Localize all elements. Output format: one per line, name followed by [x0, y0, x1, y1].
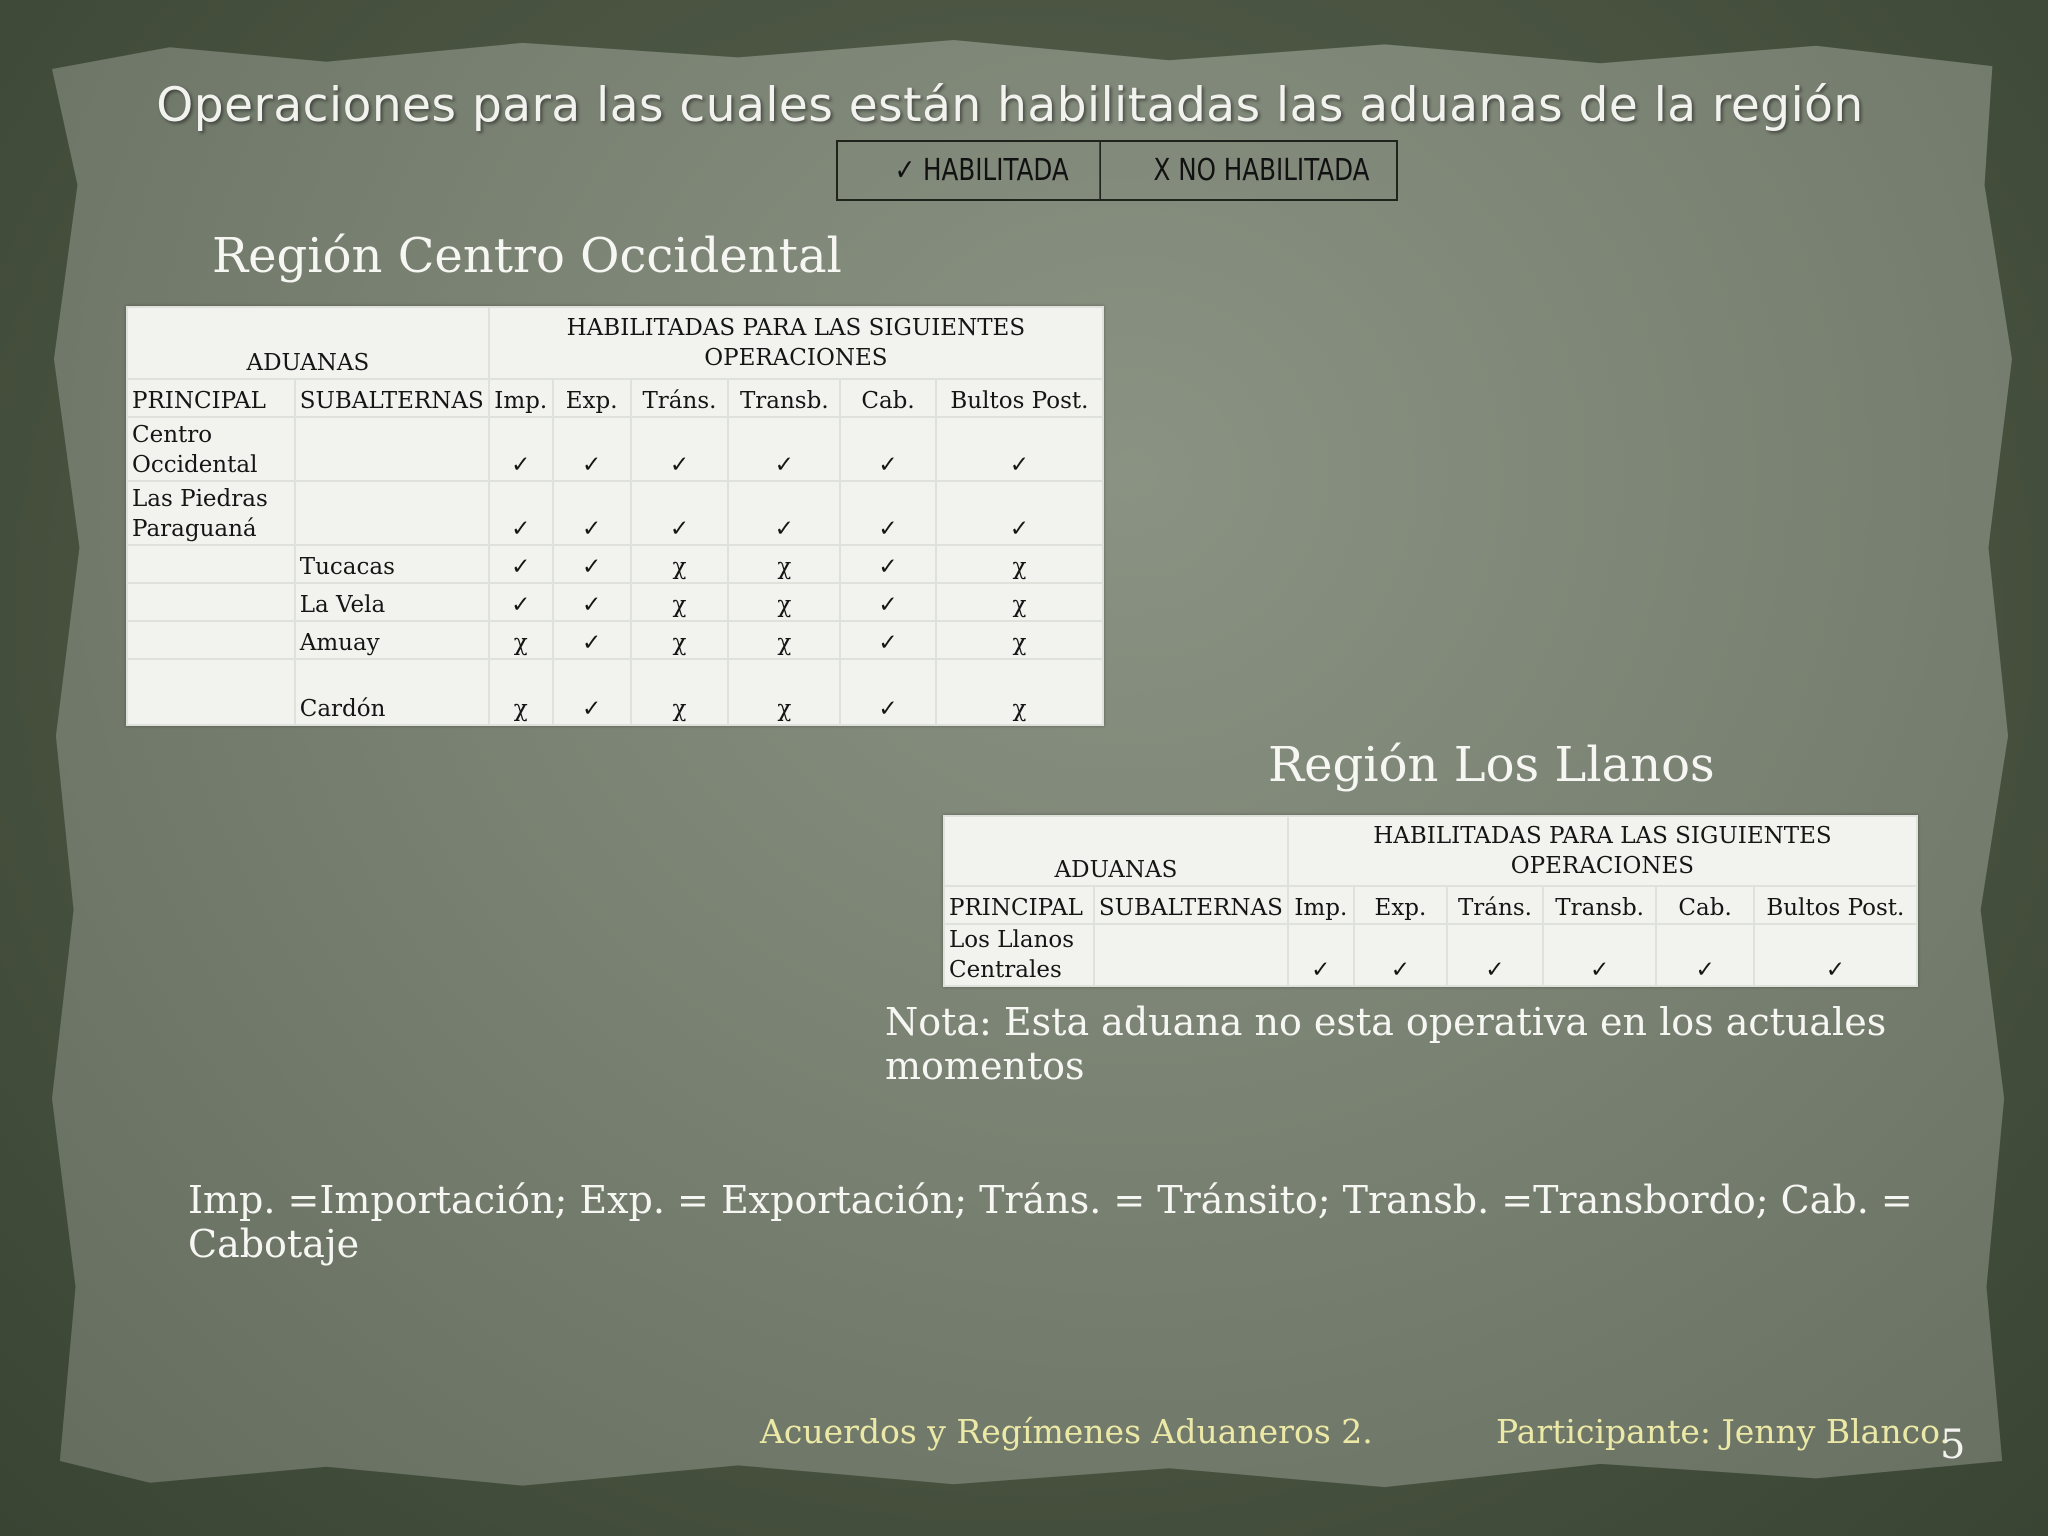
mark-cell: ✓ — [553, 621, 631, 659]
mark-cell: ✓ — [489, 481, 553, 545]
table-row — [127, 417, 1103, 481]
col-header: Tráns. — [1447, 886, 1543, 924]
slide-title: Operaciones para las cuales están habilitadas las aduanas de la región — [156, 78, 1864, 133]
principal-cell — [127, 659, 295, 725]
mark-cell: χ — [631, 545, 729, 583]
mark-cell: χ — [936, 621, 1103, 659]
col-header: Cab. — [840, 379, 936, 417]
mark-cell: χ — [631, 583, 729, 621]
mark-cell: ✓ — [1288, 924, 1354, 986]
mark-cell: χ — [936, 545, 1103, 583]
principal-cell — [127, 545, 295, 583]
table-row — [127, 545, 1103, 583]
mark-cell: χ — [489, 621, 553, 659]
mark-cell: ✓ — [936, 417, 1103, 481]
col-header: SUBALTERNAS — [295, 379, 489, 417]
mark-cell: ✓ — [489, 545, 553, 583]
header-aduanas: ADUANAS — [127, 307, 489, 379]
table-row — [127, 659, 1103, 725]
mark-cell: χ — [936, 583, 1103, 621]
region-centro-occidental-table — [126, 306, 1104, 726]
mark-cell: ✓ — [728, 417, 840, 481]
legend-disabled: X NO HABILITADA — [1153, 153, 1370, 188]
mark-cell: ✓ — [553, 417, 631, 481]
subalterna-cell: Cardón — [295, 659, 489, 725]
mark-cell: ✓ — [553, 583, 631, 621]
mark-cell: ✓ — [489, 583, 553, 621]
mark-cell: χ — [631, 621, 729, 659]
subalterna-cell: Tucacas — [295, 545, 489, 583]
col-header: Bultos Post. — [1754, 886, 1917, 924]
subalterna-cell — [1094, 924, 1288, 986]
col-header: PRINCIPAL — [944, 886, 1094, 924]
mark-cell: ✓ — [553, 659, 631, 725]
col-header: Transb. — [728, 379, 840, 417]
mark-cell: ✓ — [553, 481, 631, 545]
mark-cell: ✓ — [1754, 924, 1917, 986]
mark-cell: ✓ — [1447, 924, 1543, 986]
mark-cell: χ — [489, 659, 553, 725]
abbreviations-legend: Imp. =Importación; Exp. = Exportación; Tráns. = Tránsito; Transb. =Transbordo; Cab. = Cabotaje — [188, 1178, 1913, 1266]
legend-box — [836, 140, 1398, 201]
mark-cell: ✓ — [631, 417, 729, 481]
region-centro-occidental-title: Región Centro Occidental — [212, 228, 842, 284]
principal-cell — [127, 621, 295, 659]
mark-cell: χ — [728, 583, 840, 621]
col-header: Imp. — [1288, 886, 1354, 924]
mark-cell: ✓ — [631, 481, 729, 545]
mark-cell: ✓ — [553, 545, 631, 583]
mark-cell: ✓ — [1656, 924, 1753, 986]
region-los-llanos-title: Región Los Llanos — [1268, 737, 1715, 793]
mark-cell: ✓ — [840, 621, 936, 659]
mark-cell: ✓ — [1543, 924, 1657, 986]
col-header: Tráns. — [631, 379, 729, 417]
mark-cell: χ — [631, 659, 729, 725]
page-number: 5 — [1940, 1422, 1966, 1468]
mark-cell: χ — [728, 545, 840, 583]
note-text: Nota: Esta aduana no esta operativa en los actuales momentos — [885, 1000, 1887, 1088]
col-header: Transb. — [1543, 886, 1657, 924]
mark-cell: ✓ — [840, 417, 936, 481]
col-header: Exp. — [553, 379, 631, 417]
principal-cell: Centro Occidental — [127, 417, 295, 481]
table-row — [127, 583, 1103, 621]
mark-cell: χ — [728, 659, 840, 725]
col-header: Exp. — [1354, 886, 1447, 924]
header-operations: HABILITADAS PARA LAS SIGUIENTES OPERACIONES — [489, 307, 1103, 379]
col-header: SUBALTERNAS — [1094, 886, 1288, 924]
mark-cell: ✓ — [840, 481, 936, 545]
subalterna-cell: La Vela — [295, 583, 489, 621]
footer-course: Acuerdos y Regímenes Aduaneros 2. — [760, 1412, 1373, 1451]
subalterna-cell: Amuay — [295, 621, 489, 659]
col-header: Imp. — [489, 379, 553, 417]
col-header: Cab. — [1656, 886, 1753, 924]
table-row — [944, 924, 1917, 986]
mark-cell: χ — [936, 659, 1103, 725]
header-operations: HABILITADAS PARA LAS SIGUIENTES OPERACIONES — [1288, 816, 1917, 886]
mark-cell: ✓ — [728, 481, 840, 545]
table-row — [127, 621, 1103, 659]
footer-participant: Participante: Jenny Blanco. — [1496, 1412, 1950, 1451]
mark-cell: ✓ — [840, 545, 936, 583]
principal-cell — [127, 583, 295, 621]
region-los-llanos-table — [943, 815, 1918, 987]
subalterna-cell — [295, 481, 489, 545]
principal-cell: Las Piedras Paraguaná — [127, 481, 295, 545]
mark-cell: χ — [728, 621, 840, 659]
mark-cell: ✓ — [840, 583, 936, 621]
mark-cell: ✓ — [489, 417, 553, 481]
col-header: PRINCIPAL — [127, 379, 295, 417]
mark-cell: ✓ — [840, 659, 936, 725]
header-aduanas: ADUANAS — [944, 816, 1288, 886]
principal-cell: Los Llanos Centrales — [944, 924, 1094, 986]
mark-cell: ✓ — [1354, 924, 1447, 986]
subalterna-cell — [295, 417, 489, 481]
mark-cell: ✓ — [936, 481, 1103, 545]
col-header: Bultos Post. — [936, 379, 1103, 417]
legend-enabled: ✓ HABILITADA — [864, 142, 1101, 199]
table-row — [127, 481, 1103, 545]
